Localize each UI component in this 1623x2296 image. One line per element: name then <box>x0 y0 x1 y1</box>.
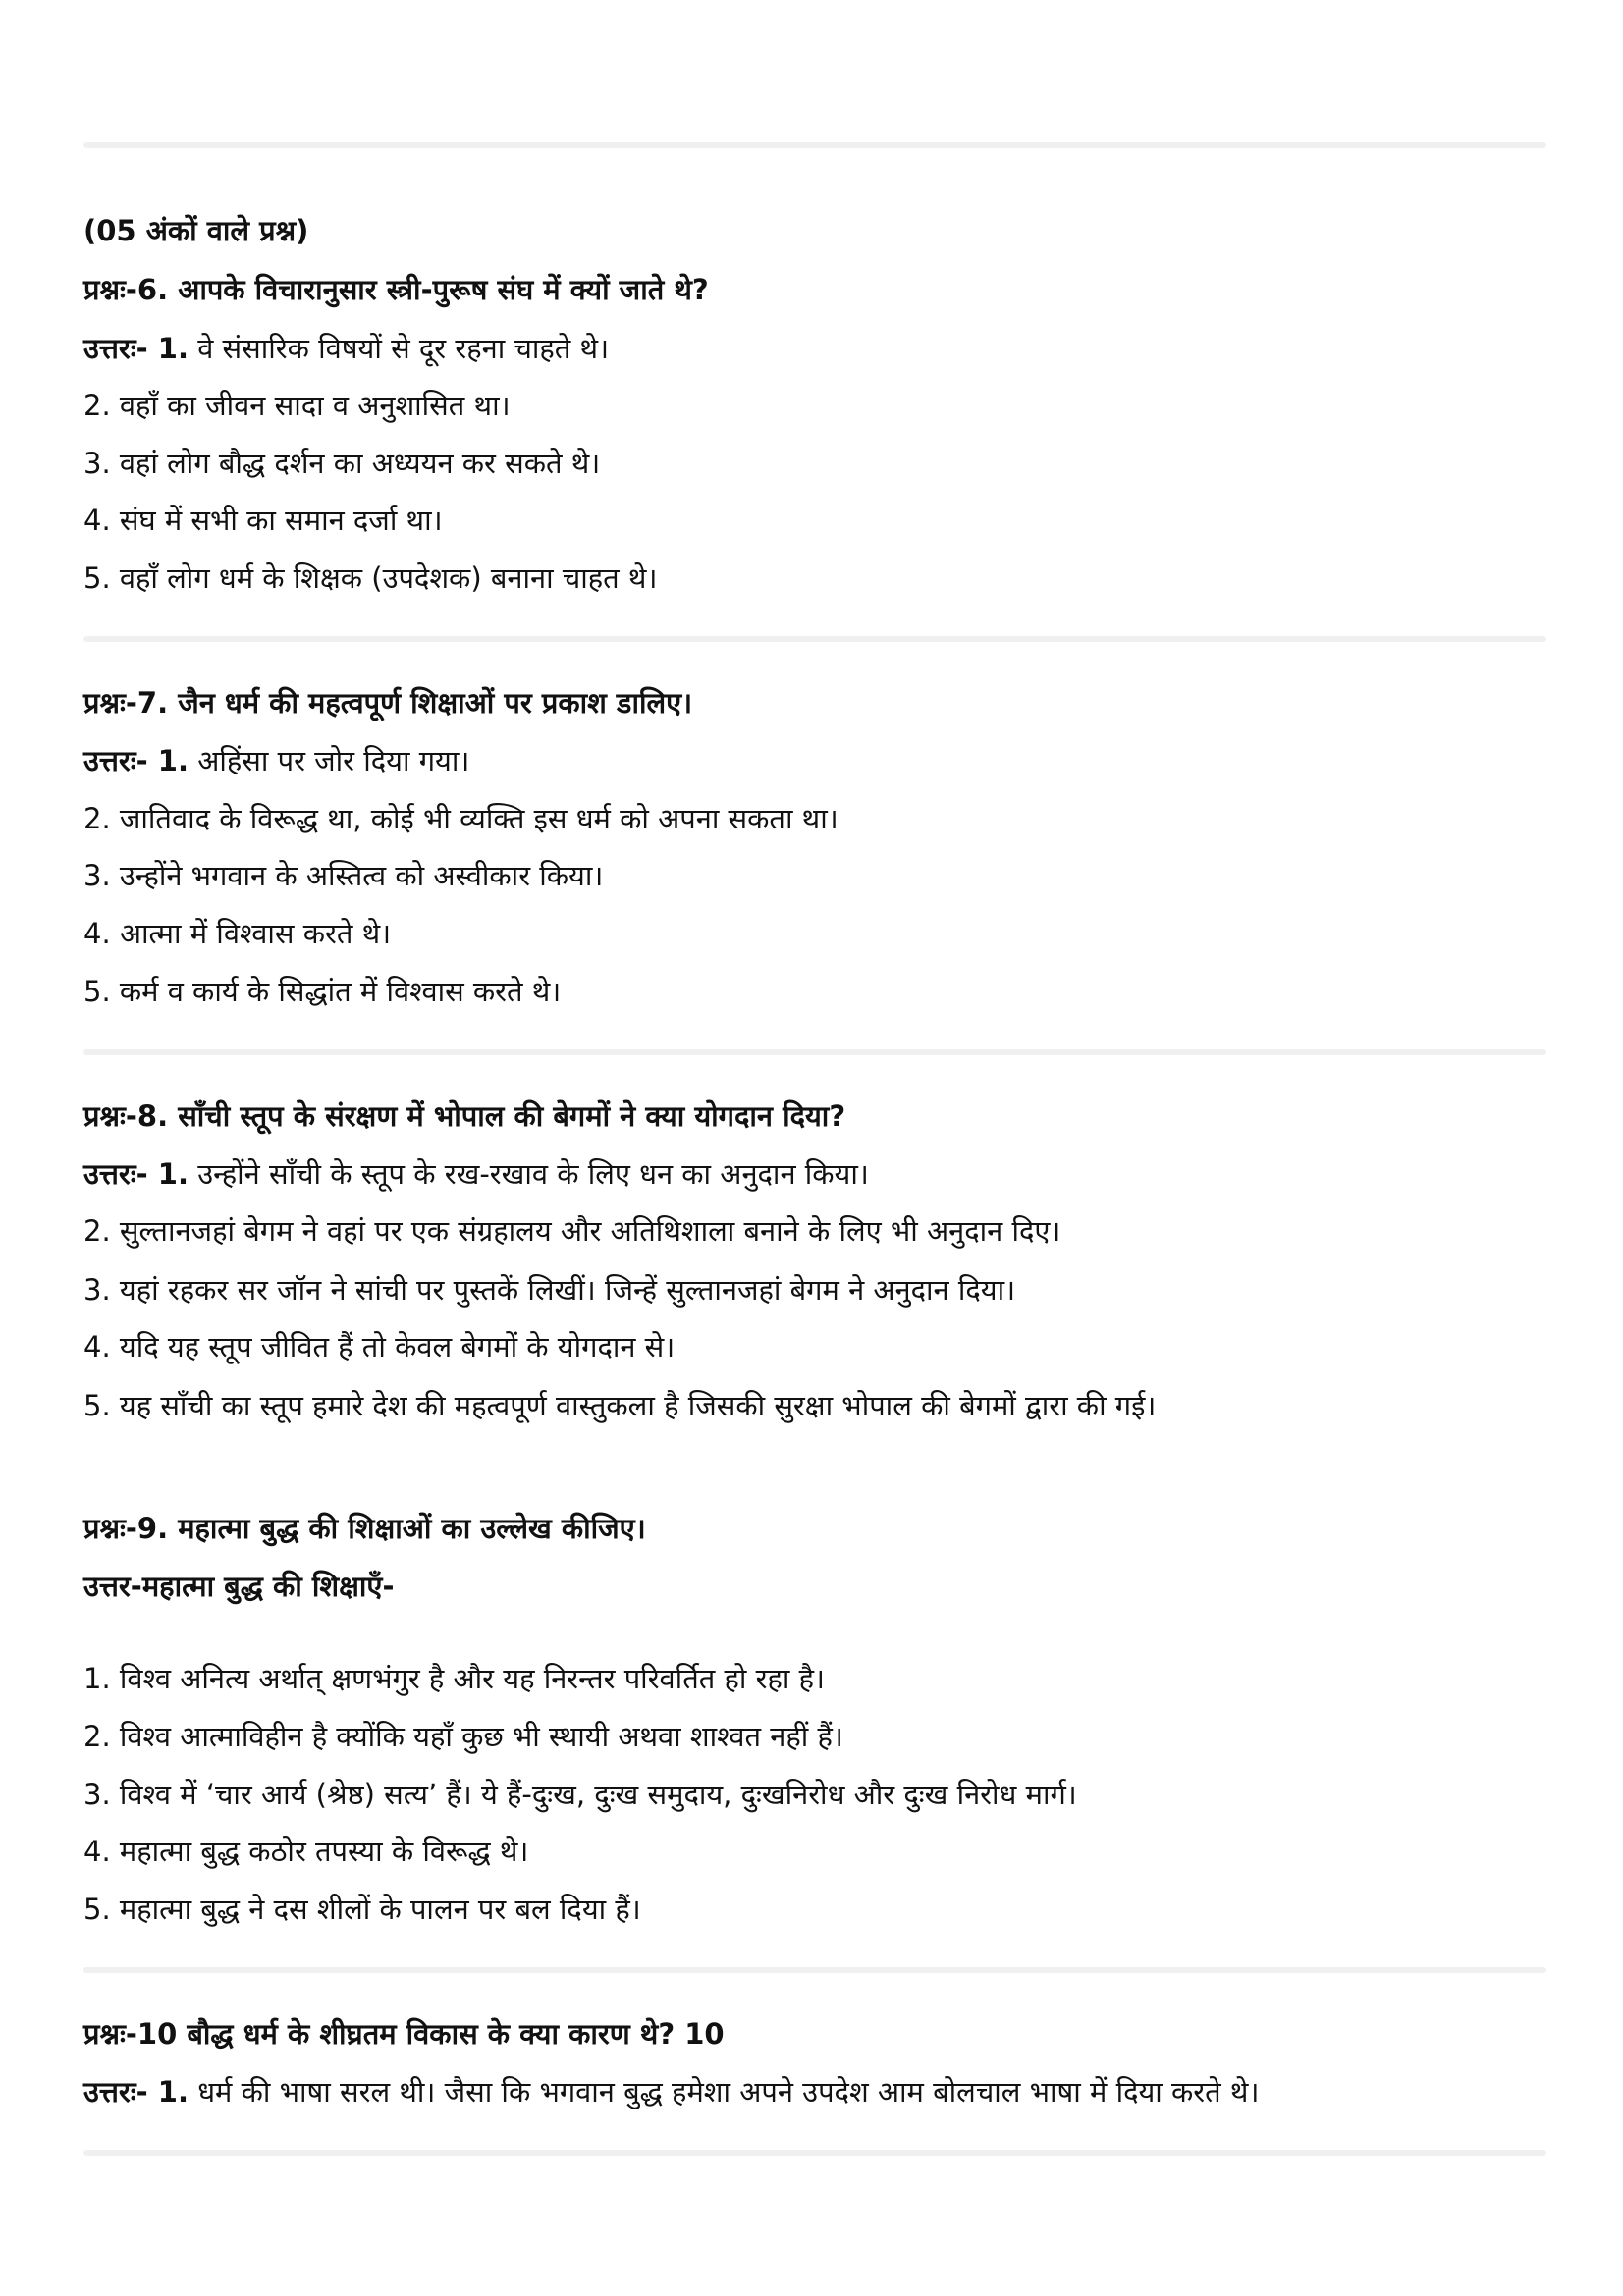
answer-6-3: 3. वहां लोग बौद्ध दर्शन का अध्ययन कर सकते थे। <box>83 447 601 480</box>
answer-7-2: 2. जातिवाद के विरूद्ध था, कोई भी व्यक्ति इस धर्म को अपना सकता था। <box>83 802 839 835</box>
answer-6-1 <box>83 329 609 368</box>
answer-6-5: 5. वहाँ लोग धर्म के शिक्षक (उपदेशक) बनाना चाहत थे। <box>83 561 658 595</box>
answer-text: उन्होंने साँची के स्तूप के रख-रखाव के लिए धन का अनुदान किया। <box>197 1157 869 1191</box>
answer-8-3: 3. यहां रहकर सर जॉन ने सांची पर पुस्तकें लिखीं। जिन्हें सुल्तानजहां बेगम ने अनुदान दिया। <box>83 1273 1016 1307</box>
answer-9-3: 3. विश्व में ‘चार आर्य (श्रेष्ठ) सत्य’ हैं। ये हैं-दुःख, दुःख समुदाय, दुःखनिरोध और दुःख निरोध मार्ग। <box>83 1778 1077 1811</box>
answer-10-1 <box>83 2072 1259 2111</box>
question-7: प्रश्नः-7. जैन धर्म की महत्वपूर्ण शिक्षाओं पर प्रकाश डालिए। <box>83 686 693 720</box>
answer-label: उत्तरः- 1. <box>83 2075 189 2109</box>
question-8: प्रश्नः-8. साँची स्तूप के संरक्षण में भोपाल की बेगमों ने क्या योगदान दिया? <box>83 1099 846 1133</box>
divider <box>83 1967 1546 1973</box>
answer-9-2: 2. विश्व आत्माविहीन है क्योंकि यहाँ कुछ भी स्थायी अथवा शाश्वत नहीं हैं। <box>83 1720 843 1753</box>
answer-6-2: 2. वहाँ का जीवन सादा व अनुशासित था। <box>83 389 511 422</box>
answer-8-4: 4. यदि यह स्तूप जीवित हैं तो केवल बेगमों के योगदान से। <box>83 1330 676 1363</box>
answer-text: वे संसारिक विषयों से दूर रहना चाहते थे। <box>197 332 610 365</box>
question-10: प्रश्नः-10 बौद्ध धर्म के शीघ्रतम विकास के क्या कारण थे? 10 <box>83 2017 725 2051</box>
answer-label: उत्तरः- 1. <box>83 1157 189 1191</box>
answer-7-4: 4. आत्मा में विश्वास करते थे। <box>83 917 392 950</box>
answer-9-1: 1. विश्व अनित्य अर्थात् क्षणभंगुर है और यह निरन्तर परिवर्तित हो रहा है। <box>83 1662 825 1695</box>
answer-text: अहिंसा पर जोर दिया गया। <box>197 744 470 777</box>
answer-8-1 <box>83 1154 869 1194</box>
answer-8-5: 5. यह साँची का स्तूप हमारे देश की महत्वपूर्ण वास्तुकला है जिसकी सुरक्षा भोपाल की बेगमों द्वारा की गई। <box>83 1389 1157 1422</box>
answer-8-2: 2. सुल्तानजहां बेगम ने वहां पर एक संग्रहालय और अतिथिशाला बनाने के लिए भी अनुदान दिए। <box>83 1214 1061 1248</box>
bottom-divider <box>83 2150 1546 2156</box>
answer-9-heading: उत्तर-महात्मा बुद्ध की शिक्षाएँ- <box>83 1570 395 1603</box>
answer-9-4: 4. महात्मा बुद्ध कठोर तपस्या के विरूद्ध थे। <box>83 1835 529 1868</box>
question-6: प्रश्नः-6. आपके विचारानुसार स्त्री-पुरूष संघ में क्यों जाते थे? <box>83 273 709 306</box>
answer-7-5: 5. कर्म व कार्य के सिद्धांत में विश्वास करते थे। <box>83 975 562 1008</box>
answer-9-5: 5. महात्मा बुद्ध ने दस शीलों के पालन पर बल दिया हैं। <box>83 1893 641 1926</box>
divider <box>83 636 1546 642</box>
answer-text: धर्म की भाषा सरल थी। जैसा कि भगवान बुद्ध हमेशा अपने उपदेश आम बोलचाल भाषा में दिया करते थे। <box>197 2075 1260 2109</box>
answer-7-3: 3. उन्होंने भगवान के अस्तित्व को अस्वीकार किया। <box>83 859 604 892</box>
question-9: प्रश्नः-9. महात्मा बुद्ध की शिक्षाओं का उल्लेख कीजिए। <box>83 1512 646 1545</box>
answer-label: उत्तरः- 1. <box>83 332 189 365</box>
section-title: (05 अंकों वाले प्रश्न) <box>83 214 309 247</box>
answer-6-4: 4. संघ में सभी का समान दर्जा था। <box>83 504 443 537</box>
divider <box>83 1049 1546 1055</box>
answer-7-1 <box>83 741 469 780</box>
answer-label: उत्तरः- 1. <box>83 744 189 777</box>
top-divider <box>83 142 1546 148</box>
